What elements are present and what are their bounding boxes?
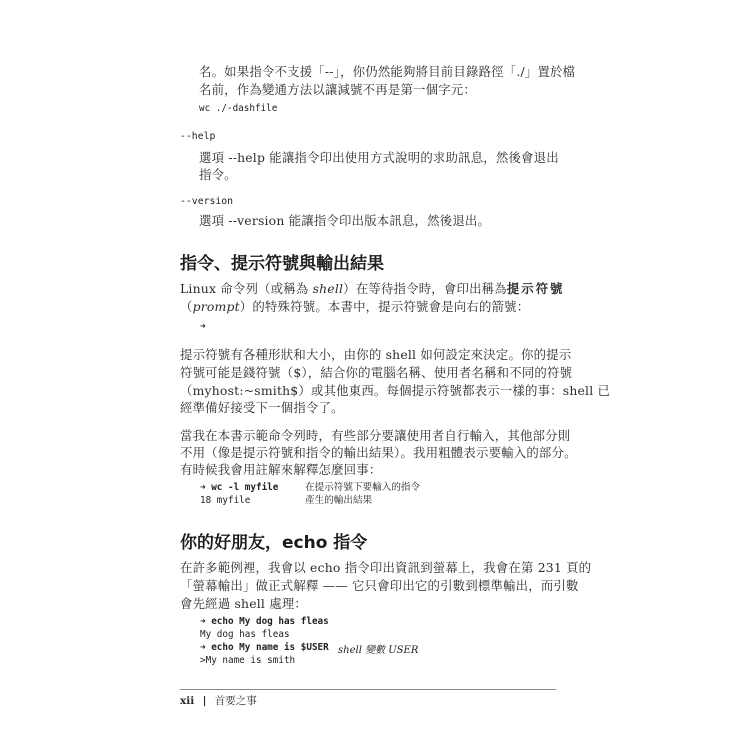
echo-code-block bbox=[200, 615, 329, 667]
dashfile-line-2: 名前，作為變通方法以讓減號不再是第一個字元： bbox=[199, 82, 476, 97]
page-number: xii bbox=[180, 695, 195, 707]
example-code-line: 18 myfile bbox=[200, 495, 251, 506]
prompt-arrow-example: ➜ bbox=[200, 321, 206, 332]
version-line-1: 選項 --version 能讓指令印出版本訊息，然後退出。 bbox=[199, 213, 491, 228]
prompt-variety-line-3: （myhost:~smith$）或其他東西。每個提示符號都表示一樣的事：shell 已 bbox=[180, 383, 611, 398]
footer-rule bbox=[180, 689, 556, 690]
prompt-variety-line-4: 經準備好接受下一個指令了。 bbox=[180, 400, 344, 415]
section-heading-echo: 你的好朋友，echo 指令 bbox=[180, 533, 368, 553]
echo-note: shell 變數 USER bbox=[338, 645, 419, 656]
bold-input-line-2: 不用（像是提示符號和指令的輸出結果）。我用粗體表示要輸入的部分。 bbox=[180, 445, 577, 460]
echo-code-line: ➜ echo My name is $USER bbox=[200, 642, 329, 653]
help-option: --help bbox=[180, 131, 216, 142]
example-code-line: ➜ wc -l myfile bbox=[200, 482, 279, 493]
echo-code-line: My dog has fleas bbox=[200, 629, 290, 640]
echo-intro-line-3: 會先經過 shell 處理： bbox=[180, 596, 308, 611]
prompt-intro-line-1: Linux 命令列（或稱為 shell）在等待指令時，會印出稱為提示符號 bbox=[180, 281, 565, 296]
bold-input-line-1: 當我在本書示範命令列時，有些部分要讓使用者自行輸入，其他部分則 bbox=[180, 428, 571, 443]
echo-intro-line-1: 在許多範例裡，我會以 echo 指令印出資訊到螢幕上，我會在第 231 頁的 bbox=[180, 560, 592, 575]
version-option: --version bbox=[180, 196, 234, 207]
example-notes bbox=[305, 481, 420, 507]
footer-separator: | bbox=[202, 695, 207, 707]
example-note: 產生的輸出結果 bbox=[305, 495, 373, 506]
dashfile-line-1: 名。如果指令不支援「--」，你仍然能夠將目前目錄路徑「./」置於檔 bbox=[199, 64, 576, 79]
prompt-intro-line-2: （prompt）的特殊符號。本書中，提示符號會是向右的箭號： bbox=[180, 299, 530, 314]
footer bbox=[180, 693, 257, 708]
dashfile-code: wc ./-dashfile bbox=[199, 103, 278, 114]
echo-code-line: ➜ echo My dog has fleas bbox=[200, 616, 329, 627]
section-heading-prompts: 指令、提示符號與輸出結果 bbox=[180, 254, 384, 274]
example-note: 在提示符號下要輸入的指令 bbox=[305, 482, 421, 493]
echo-code-line: >My name is smith bbox=[200, 655, 296, 666]
help-line-2: 指令。 bbox=[199, 167, 237, 182]
echo-intro-line-2: 「螢幕輸出」做正式解釋 —— 它只會印出它的引數到標準輸出，而引數 bbox=[180, 578, 579, 593]
prompt-variety-line-1: 提示符號有各種形狀和大小，由你的 shell 如何設定來決定。你的提示 bbox=[180, 347, 572, 362]
example-code-block bbox=[200, 481, 278, 507]
bold-input-line-3: 有時候我會用註解來解釋怎麼回事： bbox=[180, 462, 382, 477]
prompt-variety-line-2: 符號可能是錢符號（$），結合你的電腦名稱、使用者名稱和不同的符號 bbox=[180, 365, 573, 380]
help-line-1: 選項 --help 能讓指令印出使用方式說明的求助訊息，然後會退出 bbox=[199, 150, 559, 165]
chapter-name: 首要之事 bbox=[214, 695, 257, 707]
